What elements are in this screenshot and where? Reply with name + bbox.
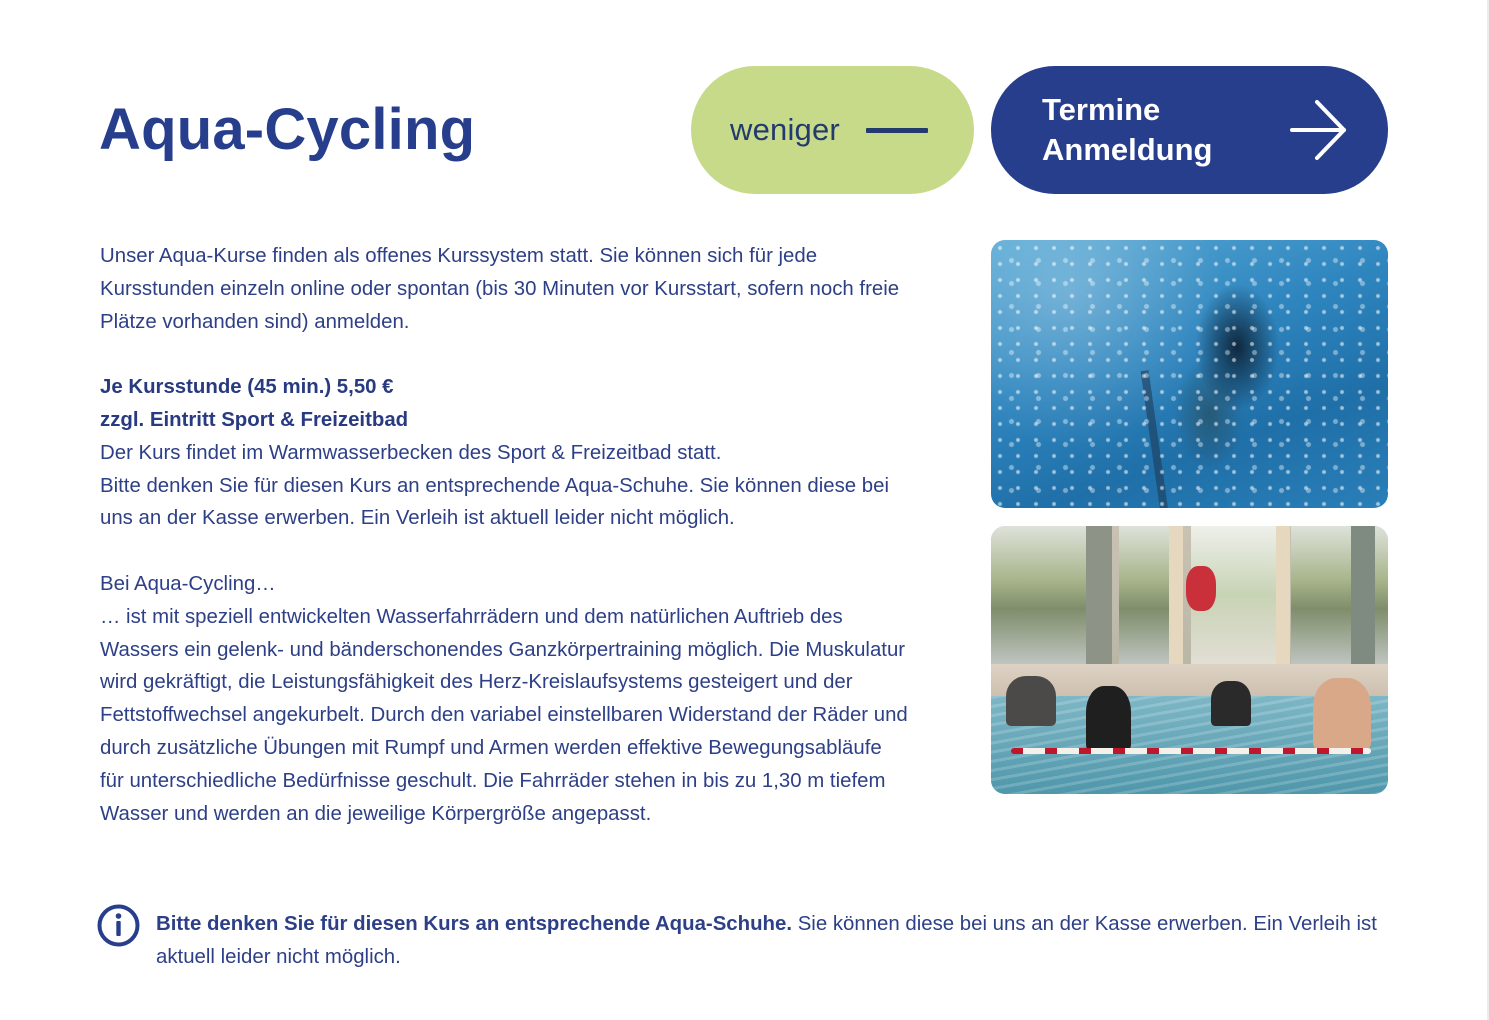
- pool-class-image: [991, 526, 1388, 794]
- notice-text: [156, 908, 1386, 974]
- minus-icon: [866, 128, 928, 133]
- registration-label: Anmeldung: [1042, 132, 1213, 167]
- page-title: Aqua-Cycling: [99, 97, 476, 162]
- course-description: [100, 240, 910, 830]
- appointments-registration-button[interactable]: [991, 66, 1388, 194]
- underwater-bike-image: [991, 240, 1388, 508]
- notice-bold: Bitte denken Sie für diesen Kurs an entsprechende Aqua-Schuhe.: [156, 913, 793, 935]
- less-button[interactable]: [691, 66, 974, 194]
- price-line: Je Kursstunde (45 min.) 5,50 €: [100, 376, 394, 399]
- arrow-right-icon: [1290, 98, 1348, 162]
- appointments-registration-label: [1042, 90, 1213, 170]
- entry-fee-line: zzgl. Eintritt Sport & Freizeitbad: [100, 408, 409, 431]
- notice-rest: Sie können diese bei uns an der Kasse erwerben. Ein Verleih ist aktuell leider nicht möglich.: [156, 913, 1377, 968]
- info-icon: [97, 904, 140, 947]
- appointments-label: Termine: [1042, 92, 1161, 127]
- intro-paragraph: Unser Aqua-Kurse finden als offenes Kurssystem statt. Sie können sich für jede Kursstunden einzeln online oder spontan (bis 30 Minuten vor Kursstart, sofern noch freie Plätze vorhanden sind) anmelden.: [100, 245, 900, 333]
- location-text: Der Kurs findet im Warmwasserbecken des Sport & Freizeitbad statt.: [100, 441, 722, 464]
- less-button-label: weniger: [730, 112, 840, 147]
- benefits-text: … ist mit speziell entwickelten Wasserfahrrädern und dem natürlichen Auftrieb des Wassers ein gelenk- und bänderschonendes Ganzkörpertraining möglich. Die Muskulatur wird gekräftigt, die Leistungsfähigkeit des Herz-Kreislaufsystems gesteigert und der Fettstoffwechsel angekurbelt. Durch den variabel einstellbaren Widerstand der Räder und durch zusätzliche Übungen mit Rumpf und Armen werden effektive Bewegungsabläufe für unterschiedliche Bedürfnisse geschult. Die Fahrräder stehen in bis zu 1,30 m tiefem Wasser und werden an die jeweilige Körpergröße angepasst.: [100, 605, 908, 825]
- shoes-text: Bitte denken Sie für diesen Kurs an entsprechende Aqua-Schuhe. Sie können diese bei uns an der Kasse erwerben. Ein Verleih ist aktuell leider nicht möglich.: [100, 474, 889, 530]
- benefits-heading: Bei Aqua-Cycling…: [100, 572, 276, 595]
